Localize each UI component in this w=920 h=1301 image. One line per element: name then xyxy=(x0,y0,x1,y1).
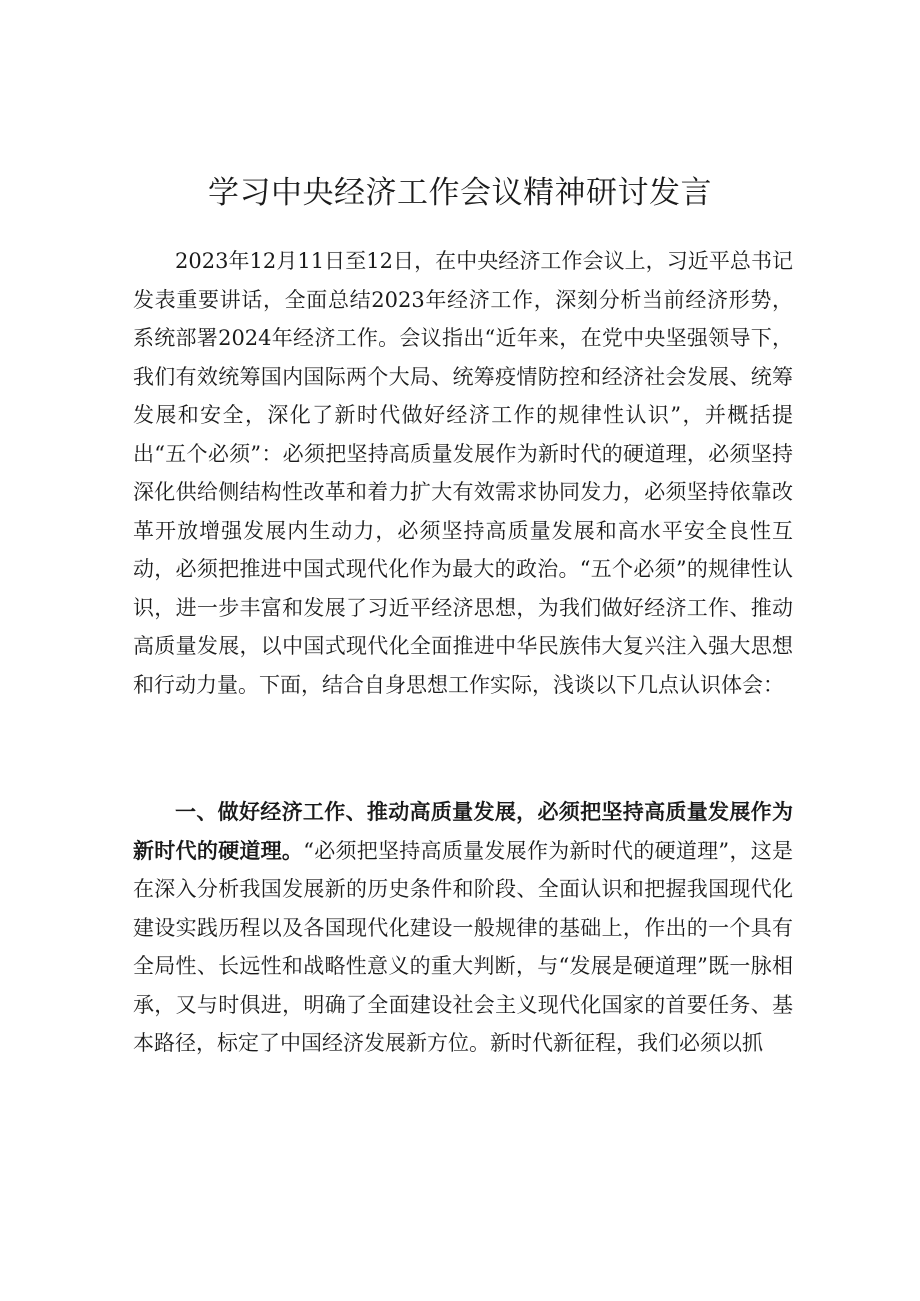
section-one-heading: 一、做好经济工作、推动高质量发展，必须把坚持高质量发展作为新时代的硬道理。 xyxy=(133,800,793,863)
document-title: 学习中央经济工作会议精神研讨发言 xyxy=(208,175,712,211)
paragraph-intro: 2023年12月11日至12日，在中央经济工作会议上，习近平总书记发表重要讲话，全面总结2023年经济工作，深刻分析当前经济形势，系统部署2024年经济工作。会议指出“近年来，在党中央坚强领导下，我们有效统筹国内国际两个大局、统筹疫情防控和经济社会发展、统筹发展和安全，深化了新时代做好经济工作的规律性认识”，并概括提出“五个必须”：必须把坚持高质量发展作为新时代的硬道理，必须坚持深化供给侧结构性改革和着力扩大有效需求协同发力，必须坚持依靠改革开放增强发展内生动力，必须坚持高质量发展和高水平安全良性互动，必须把推进中国式现代化作为最大的政治。“五个必须”的规律性认识，进一步丰富和发展了习近平经济思想，为我们做好经济工作、推动高质量发展，以中国式现代化全面推进中华民族伟大复兴注入强大思想和行动力量。下面，结合自身思想工作实际，浅谈以下几点认识体会： xyxy=(133,249,793,697)
paragraph-section-one xyxy=(133,793,793,1063)
section-one-body: “必须把坚持高质量发展作为新时代的硬道理”，这是在深入分析我国发展新的历史条件和阶段、全面认识和把握我国现代化建设实践历程以及各国现代化建设一般规律的基础上，作出的一个具有全局性、长远性和战略性意义的重大判断，与“发展是硬道理”既一脉相承，又与时俱进，明确了全面建设社会主义现代化国家的首要任务、基本路径，标定了中国经济发展新方位。新时代新征程，我们必须以抓 xyxy=(133,838,793,1055)
